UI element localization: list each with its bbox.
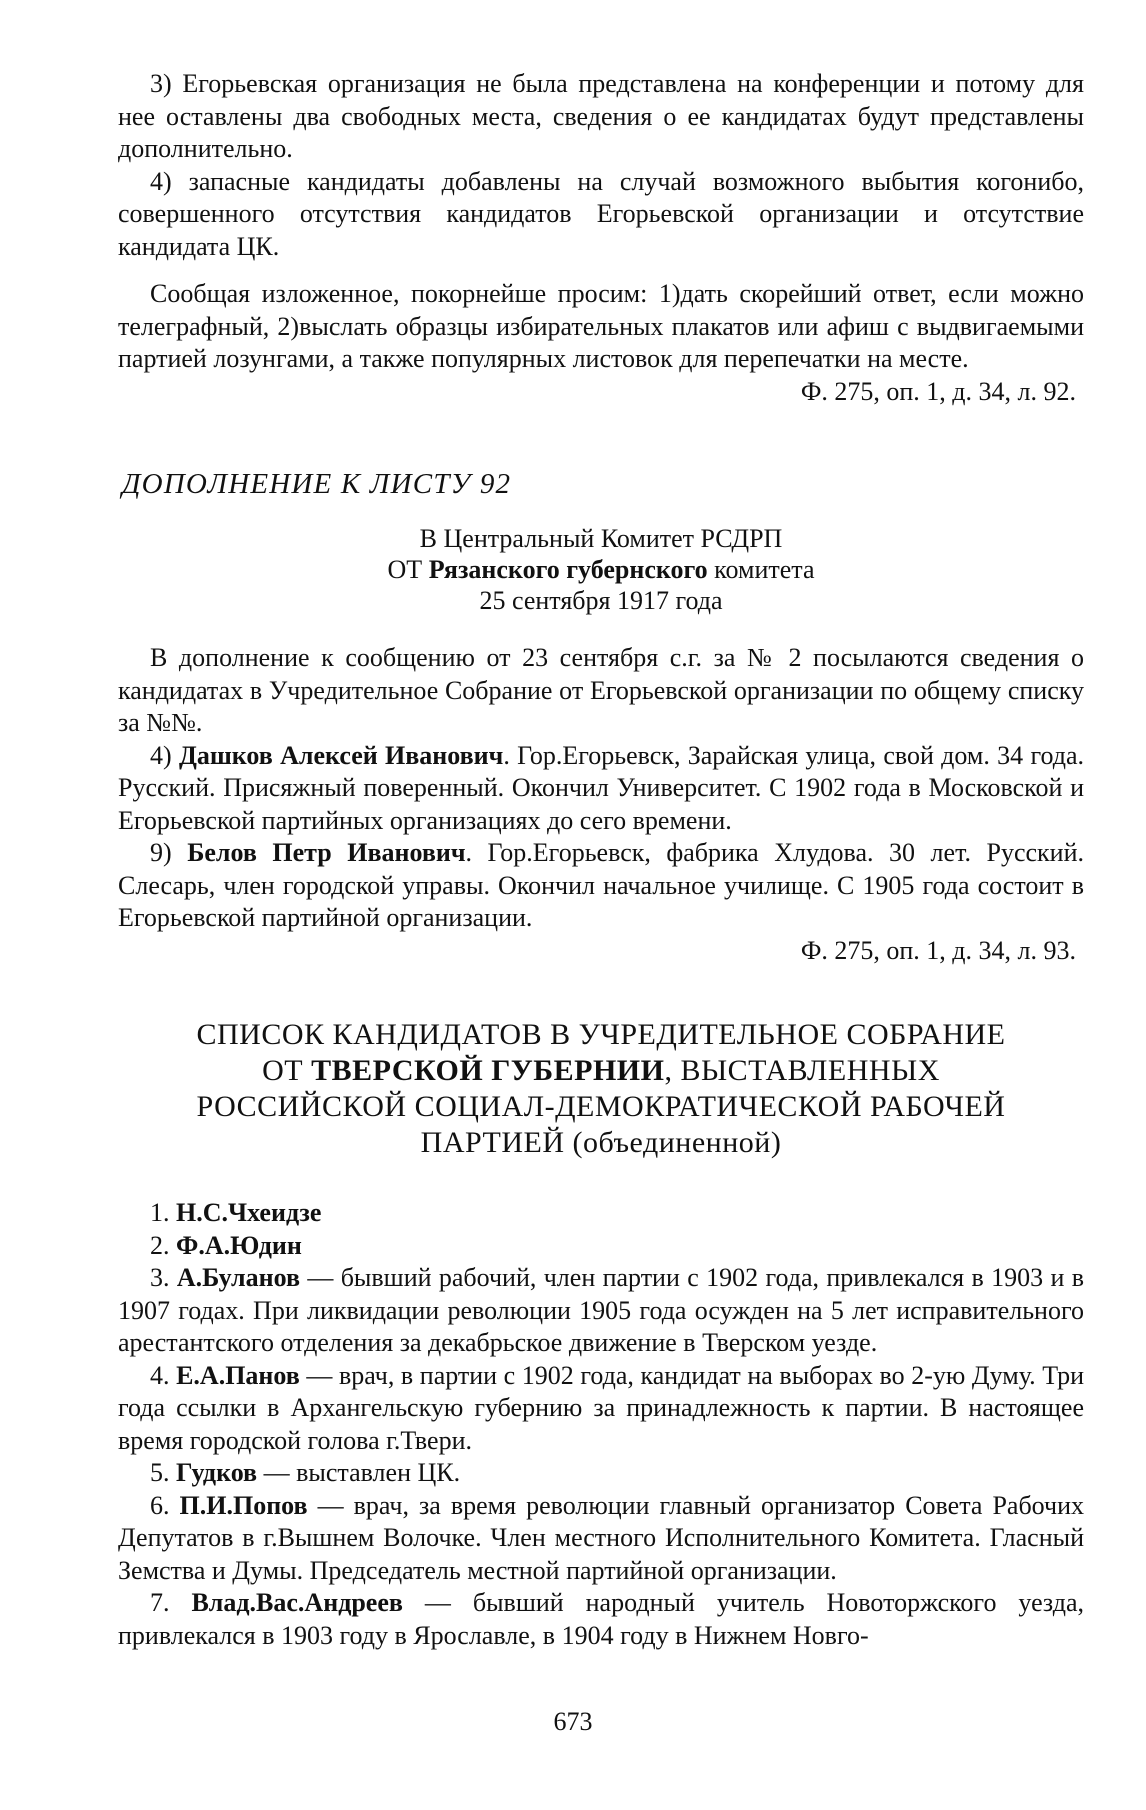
addressee: В Центральный Комитет РСДРП — [419, 524, 783, 553]
candidate-9-num: 9) — [150, 838, 188, 867]
entry-number: 2. — [150, 1230, 176, 1260]
sender — [118, 554, 1084, 585]
list-title-line-3: РОССИЙСКОЙ СОЦИАЛ-ДЕМОКРАТИЧЕСКОЙ РАБОЧЕЙ — [196, 1090, 1006, 1123]
letter-date: 25 сентября 1917 года — [479, 586, 723, 615]
list-entry-6 — [118, 1490, 1084, 1588]
list-title — [118, 1017, 1084, 1161]
entry-number: 1. — [150, 1198, 176, 1227]
list-title-line-4: ПАРТИЕЙ (объединенной) — [420, 1126, 782, 1159]
paragraph-item-4: 4) запасные кандидаты добавлены на случай возможного выбытия когонибо, совершенного отсутствия кандидатов Егорьевской организации и отсутствие кандидата ЦК. — [118, 166, 1084, 261]
list-entry-4 — [118, 1360, 1084, 1458]
addendum-heading: ДОПОЛНЕНИЕ К ЛИСТУ 92 — [122, 468, 512, 500]
list-title-line-2 — [118, 1053, 1084, 1089]
entry-name: А.Буланов — [176, 1263, 300, 1292]
candidate-4 — [118, 740, 1084, 838]
candidate-9 — [118, 837, 1084, 935]
entry-text: — выставлен ЦК. — [257, 1458, 461, 1487]
entry-text: — врач, в партии с 1902 года, кандидат на выборах во 2-ую Думу. Три года ссылки в Архангельскую губернию за принадлежность к партии. В настоящее время городской голова г.Твери. — [118, 1360, 1085, 1455]
paragraph-request: Сообщая изложенное, покорнейше просим: 1)дать скорейший ответ, если можно телеграфный, 2)выслать образцы избирательных плакатов или афиш с выдвигаемыми партией лозунгами, а также популярных листовок для перепечатки на месте. — [118, 279, 1084, 373]
entry-number: 3. — [150, 1263, 177, 1292]
entry-name: П.И.Попов — [179, 1490, 308, 1520]
archive-reference-92: Ф. 275, оп. 1, д. 34, л. 92. — [800, 376, 1076, 406]
list-title-line-1: СПИСОК КАНДИДАТОВ В УЧРЕДИТЕЛЬНОЕ СОБРАНИЕ — [196, 1018, 1006, 1051]
entry-name: Н.С.Чхеидзе — [176, 1198, 322, 1227]
list-entry-1 — [118, 1197, 1084, 1230]
entry-number: 6. — [150, 1490, 180, 1520]
entry-text: — бывший народный учитель Новоторжского уезда, привлекался в 1903 году в Ярославле, в 1904 году в Нижнем Новго- — [118, 1588, 1084, 1650]
candidate-4-name: Дашков Алексей Иванович — [178, 740, 504, 770]
list-entry-3 — [118, 1262, 1084, 1360]
list-entry-7 — [118, 1587, 1084, 1652]
list-entry-5 — [118, 1457, 1084, 1490]
sender-suffix: комитета — [707, 555, 815, 584]
entry-number: 5. — [150, 1458, 176, 1487]
entry-name: Е.А.Панов — [176, 1360, 300, 1390]
entry-number: 4. — [150, 1360, 177, 1390]
entry-text: — бывший рабочий, член партии с 1902 года, привлекался в 1903 и в 1907 годах. При ликвидации революции 1905 года осужден на 5 лет исправительного арестантского отделения за декабрьское движение в Тверском уезде. — [118, 1263, 1084, 1357]
entry-name: Гудков — [176, 1458, 258, 1487]
entry-text: — врач, за время революции главный организатор Совета Рабочих Депутатов в г.Вышнем Волочке. Член местного Исполнительного Комитета. Гласный Земства и Думы. Председатель местной партийной организации. — [118, 1490, 1084, 1585]
paragraph-item-3: 3) Егорьевская организация не была представлена на конференции и потому для нее оставлены два свободных места, сведения о ее кандидатах будут представлены дополнительно. — [118, 69, 1084, 163]
candidate-4-text: . Гор.Егорьевск, Зарайская улица, свой дом. 34 года. Русский. Присяжный поверенный. Окончил Университет. С 1902 года в Московской и Егорьевской партийных организациях до сего времени. — [118, 740, 1084, 835]
addendum-intro: В дополнение к сообщению от 23 сентября с.г. за № 2 посылаются сведения о кандидатах в Учредительное Собрание от Егорьевской организации по общему списку за №№. — [118, 643, 1084, 737]
list-title-bold: ТВЕРСКОЙ ГУБЕРНИИ — [311, 1054, 665, 1087]
sender-prefix: ОТ — [387, 555, 429, 584]
candidate-9-name: Белов Петр Иванович — [187, 838, 466, 867]
page-number: 673 — [553, 1707, 593, 1736]
candidate-9-text: . Гор.Егорьевск, фабрика Хлудова. 30 лет. Русский. Слесарь, член городской управы. Окончил начальное училище. С 1905 года состоит в Егорьевской партийной организации. — [118, 838, 1084, 932]
list-title-prefix: ОТ — [262, 1054, 312, 1087]
entry-name: Ф.А.Юдин — [176, 1230, 302, 1260]
archive-reference-93: Ф. 275, оп. 1, д. 34, л. 93. — [800, 935, 1076, 965]
sender-bold: Рязанского губернского — [428, 555, 708, 584]
entry-number: 7. — [150, 1588, 192, 1617]
entry-name: Влад.Вас.Андреев — [191, 1588, 403, 1617]
list-entry-2 — [118, 1230, 1084, 1263]
candidate-4-num: 4) — [150, 740, 179, 770]
list-title-suffix: , ВЫСТАВЛЕННЫХ — [664, 1054, 940, 1087]
